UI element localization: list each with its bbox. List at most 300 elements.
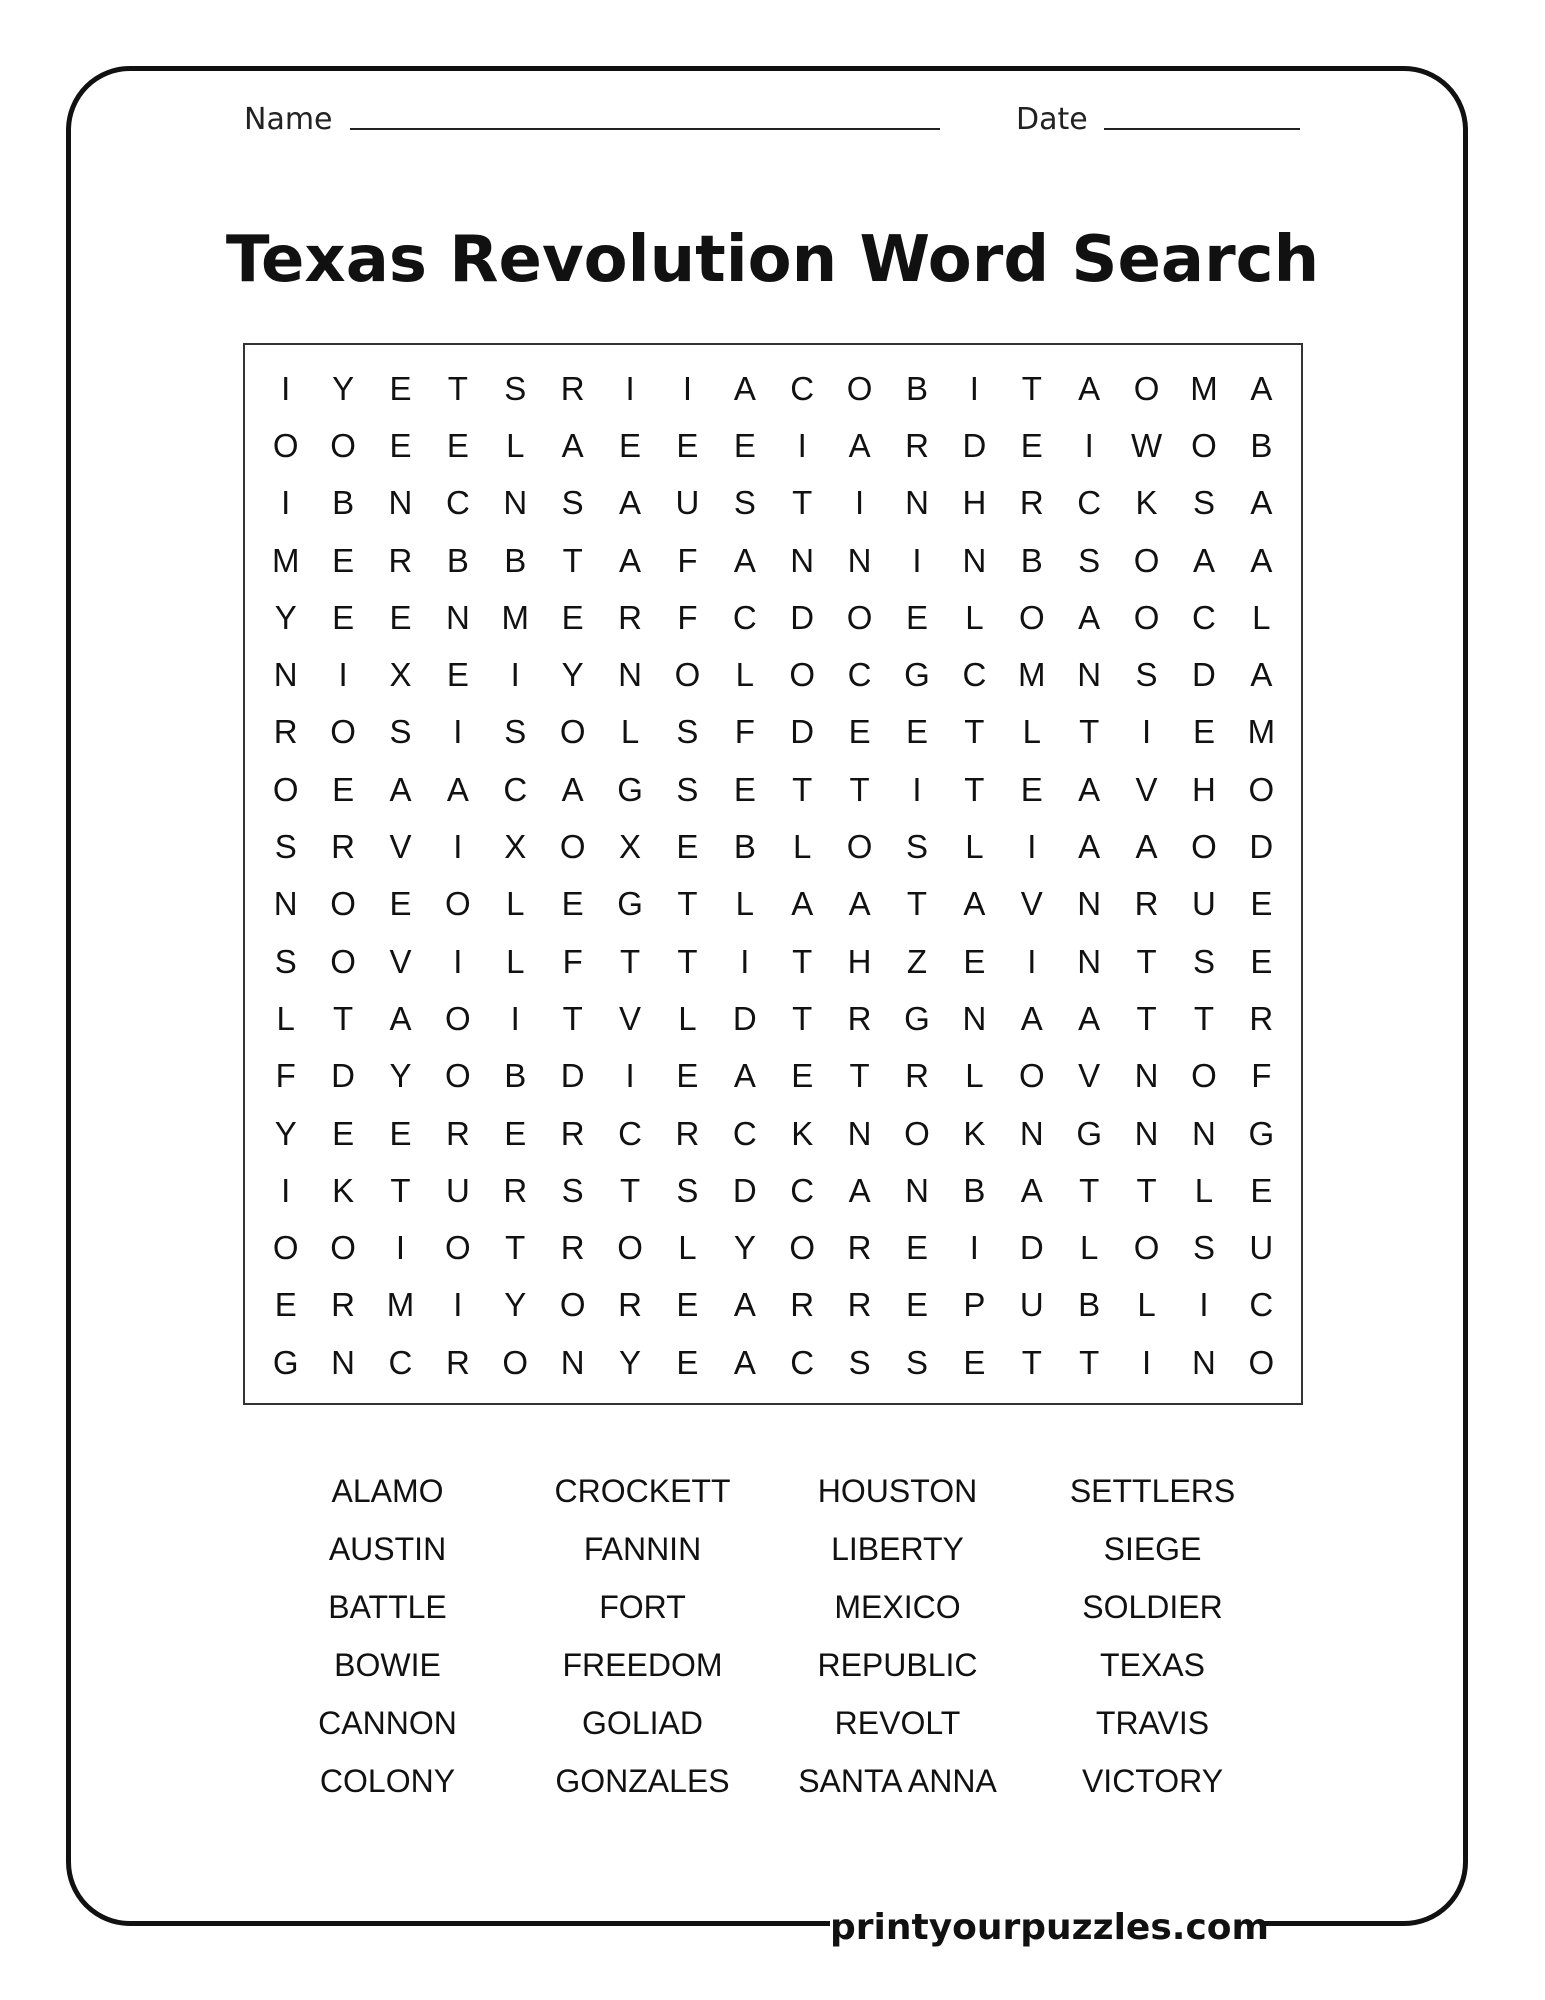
grid-letter[interactable]: E	[446, 426, 469, 464]
grid-letter[interactable]: S	[905, 828, 928, 866]
grid-letter[interactable]: T	[1136, 999, 1157, 1037]
grid-letter[interactable]: L	[506, 426, 525, 464]
grid-letter[interactable]: O	[330, 1229, 356, 1267]
grid-letter[interactable]: B	[1020, 541, 1043, 579]
grid-letter[interactable]: T	[964, 770, 985, 808]
grid-letter[interactable]: E	[1250, 1171, 1273, 1209]
grid-letter[interactable]: L	[276, 999, 295, 1037]
grid-letter[interactable]: V	[619, 999, 642, 1037]
grid-letter[interactable]: N	[847, 1114, 872, 1152]
grid-letter[interactable]: A	[733, 541, 756, 579]
grid-letter[interactable]: O	[330, 885, 356, 923]
grid-letter[interactable]: E	[332, 598, 355, 636]
grid-letter[interactable]: N	[1077, 885, 1102, 923]
grid-letter[interactable]: A	[733, 1343, 756, 1381]
grid-letter[interactable]: S	[676, 1171, 699, 1209]
grid-letter[interactable]: O	[846, 598, 873, 636]
grid-letter[interactable]: S	[1192, 1229, 1215, 1267]
grid-letter[interactable]: V	[1020, 885, 1043, 923]
grid-letter[interactable]: O	[1133, 369, 1160, 407]
grid-letter[interactable]: M	[1190, 369, 1218, 407]
grid-letter[interactable]: H	[962, 484, 987, 522]
grid-letter[interactable]: Y	[274, 1114, 297, 1152]
grid-letter[interactable]: O	[445, 1057, 471, 1095]
grid-letter[interactable]: T	[677, 942, 698, 980]
grid-letter[interactable]: R	[388, 541, 413, 579]
grid-letter[interactable]: I	[1141, 1343, 1152, 1381]
grid-letter[interactable]: O	[1133, 1229, 1160, 1267]
grid-letter[interactable]: A	[733, 369, 756, 407]
grid-letter[interactable]: R	[503, 1171, 528, 1209]
grid-letter[interactable]: F	[677, 541, 698, 579]
grid-letter[interactable]: S	[1135, 656, 1158, 694]
grid-letter[interactable]: E	[676, 828, 699, 866]
grid-letter[interactable]: I	[453, 942, 463, 980]
grid-letter[interactable]: E	[676, 1343, 699, 1381]
grid-letter[interactable]: K	[332, 1171, 355, 1209]
grid-letter[interactable]: N	[331, 1343, 355, 1381]
grid-letter[interactable]: A	[1192, 541, 1215, 579]
grid-letter[interactable]: G	[1248, 1114, 1275, 1152]
grid-letter[interactable]: W	[1130, 426, 1163, 464]
grid-letter[interactable]: S	[274, 942, 297, 980]
grid-letter[interactable]: T	[619, 942, 641, 980]
grid-letter[interactable]: A	[1078, 598, 1101, 636]
grid-letter[interactable]: A	[848, 1171, 871, 1209]
grid-letter[interactable]: C	[388, 1343, 413, 1381]
grid-letter[interactable]: R	[847, 1229, 872, 1267]
grid-letter[interactable]: X	[504, 828, 527, 866]
grid-letter[interactable]: D	[1019, 1229, 1044, 1267]
grid-letter[interactable]: X	[619, 828, 642, 866]
grid-letter[interactable]: S	[1192, 942, 1215, 980]
grid-letter[interactable]: T	[1079, 1171, 1100, 1209]
grid-letter[interactable]: E	[905, 1229, 928, 1267]
grid-letter[interactable]: S	[274, 828, 297, 866]
grid-letter[interactable]: I	[1199, 1286, 1209, 1324]
grid-letter[interactable]: T	[390, 1171, 411, 1209]
grid-letter[interactable]: R	[560, 1229, 585, 1267]
grid-letter[interactable]: L	[1079, 1229, 1099, 1267]
grid-letter[interactable]: G	[272, 1343, 299, 1381]
grid-letter[interactable]: U	[675, 484, 700, 522]
grid-letter[interactable]: A	[1020, 999, 1043, 1037]
grid-letter[interactable]: B	[504, 1057, 527, 1095]
grid-letter[interactable]: E	[733, 426, 756, 464]
grid-letter[interactable]: B	[504, 541, 527, 579]
grid-letter[interactable]: S	[676, 770, 699, 808]
grid-letter[interactable]: C	[732, 598, 757, 636]
grid-letter[interactable]: N	[388, 484, 413, 522]
grid-letter[interactable]: C	[1077, 484, 1102, 522]
grid-letter[interactable]: L	[793, 828, 812, 866]
grid-letter[interactable]: S	[389, 713, 412, 751]
grid-letter[interactable]: Y	[274, 598, 297, 636]
grid-letter[interactable]: N	[1134, 1057, 1159, 1095]
grid-letter[interactable]: R	[790, 1286, 815, 1324]
grid-letter[interactable]: O	[330, 942, 356, 980]
grid-letter[interactable]: G	[904, 999, 930, 1037]
grid-letter[interactable]: M	[271, 541, 300, 579]
grid-letter[interactable]: S	[561, 484, 584, 522]
grid-letter[interactable]: I	[453, 1286, 463, 1324]
grid-letter[interactable]: L	[620, 713, 640, 751]
grid-letter[interactable]: O	[559, 1286, 586, 1324]
grid-letter[interactable]: O	[846, 369, 873, 407]
grid-letter[interactable]: L	[965, 598, 984, 636]
grid-letter[interactable]: F	[1251, 1057, 1272, 1095]
date-field-line[interactable]	[1104, 128, 1300, 130]
grid-letter[interactable]: L	[1252, 598, 1271, 636]
grid-letter[interactable]: N	[618, 656, 642, 694]
grid-letter[interactable]: O	[904, 1114, 930, 1152]
grid-letter[interactable]: T	[447, 369, 468, 407]
grid-letter[interactable]: A	[963, 885, 986, 923]
grid-letter[interactable]: O	[1018, 1057, 1045, 1095]
grid-letter[interactable]: A	[561, 426, 584, 464]
grid-letter[interactable]: O	[789, 1229, 816, 1267]
grid-letter[interactable]: U	[1192, 885, 1216, 923]
grid-letter[interactable]: V	[1078, 1057, 1101, 1095]
grid-letter[interactable]: I	[969, 1229, 979, 1267]
grid-letter[interactable]: E	[905, 1286, 928, 1324]
grid-letter[interactable]: N	[445, 598, 470, 636]
grid-letter[interactable]: D	[1192, 656, 1216, 694]
grid-letter[interactable]: D	[790, 598, 815, 636]
grid-letter[interactable]: N	[1134, 1114, 1159, 1152]
grid-letter[interactable]: O	[502, 1343, 529, 1381]
grid-letter[interactable]: N	[273, 656, 298, 694]
grid-letter[interactable]: T	[849, 1057, 870, 1095]
grid-letter[interactable]: N	[962, 999, 987, 1037]
grid-letter[interactable]: E	[791, 1057, 814, 1095]
grid-letter[interactable]: M	[1018, 656, 1046, 694]
grid-letter[interactable]: A	[1250, 656, 1273, 694]
grid-letter[interactable]: E	[733, 770, 756, 808]
grid-letter[interactable]: V	[389, 828, 412, 866]
grid-letter[interactable]: I	[912, 770, 922, 808]
grid-letter[interactable]: N	[560, 1343, 585, 1381]
grid-letter[interactable]: N	[790, 541, 815, 579]
grid-letter[interactable]: D	[790, 713, 815, 751]
grid-letter[interactable]: I	[797, 426, 807, 464]
grid-letter[interactable]: R	[905, 426, 929, 464]
grid-letter[interactable]: T	[562, 541, 583, 579]
grid-letter[interactable]: T	[964, 713, 985, 751]
grid-letter[interactable]: I	[912, 541, 922, 579]
grid-letter[interactable]: T	[1021, 1343, 1042, 1381]
grid-letter[interactable]: A	[848, 885, 871, 923]
grid-letter[interactable]: B	[963, 1171, 986, 1209]
grid-letter[interactable]: E	[1020, 770, 1043, 808]
grid-letter[interactable]: E	[389, 598, 412, 636]
grid-letter[interactable]: E	[676, 426, 699, 464]
grid-letter[interactable]: R	[618, 1286, 642, 1324]
grid-letter[interactable]: A	[1078, 369, 1101, 407]
grid-letter[interactable]: R	[331, 828, 355, 866]
grid-letter[interactable]: L	[965, 1057, 984, 1095]
grid-letter[interactable]: A	[1020, 1171, 1043, 1209]
grid-letter[interactable]: V	[389, 942, 412, 980]
grid-letter[interactable]: R	[331, 1286, 355, 1324]
grid-letter[interactable]: A	[446, 770, 469, 808]
grid-letter[interactable]: Y	[332, 369, 355, 407]
grid-letter[interactable]: A	[1078, 999, 1101, 1037]
grid-letter[interactable]: I	[453, 713, 463, 751]
grid-letter[interactable]: R	[560, 369, 585, 407]
grid-letter[interactable]: O	[445, 885, 471, 923]
grid-letter[interactable]: N	[1077, 942, 1102, 980]
grid-letter[interactable]: L	[735, 885, 754, 923]
grid-letter[interactable]: E	[274, 1286, 297, 1324]
grid-letter[interactable]: O	[1248, 770, 1275, 808]
grid-letter[interactable]: N	[503, 484, 528, 522]
grid-letter[interactable]: E	[389, 1114, 412, 1152]
grid-letter[interactable]: I	[625, 1057, 635, 1095]
grid-letter[interactable]: O	[1191, 828, 1217, 866]
grid-letter[interactable]: R	[1249, 999, 1274, 1037]
grid-letter[interactable]: I	[625, 369, 635, 407]
grid-letter[interactable]: B	[1078, 1286, 1101, 1324]
footer-site-link[interactable]: printyourpuzzles.com	[830, 1907, 1270, 1948]
grid-letter[interactable]: L	[678, 1229, 697, 1267]
grid-letter[interactable]: D	[1249, 828, 1274, 866]
grid-letter[interactable]: F	[275, 1057, 296, 1095]
grid-letter[interactable]: T	[1136, 1171, 1157, 1209]
grid-letter[interactable]: D	[732, 999, 757, 1037]
grid-letter[interactable]: Y	[389, 1057, 412, 1095]
grid-letter[interactable]: S	[733, 484, 756, 522]
grid-letter[interactable]: C	[732, 1114, 757, 1152]
grid-letter[interactable]: Y	[504, 1286, 527, 1324]
grid-letter[interactable]: O	[1248, 1343, 1275, 1381]
grid-letter[interactable]: S	[504, 713, 527, 751]
grid-letter[interactable]: T	[792, 942, 813, 980]
grid-letter[interactable]: C	[618, 1114, 642, 1152]
grid-letter[interactable]: N	[1077, 656, 1102, 694]
grid-letter[interactable]: P	[963, 1286, 986, 1324]
grid-letter[interactable]: L	[735, 656, 754, 694]
grid-letter[interactable]: S	[504, 369, 527, 407]
grid-letter[interactable]: A	[389, 999, 412, 1037]
grid-letter[interactable]: A	[1250, 369, 1273, 407]
grid-letter[interactable]: O	[1191, 1057, 1217, 1095]
grid-letter[interactable]: T	[1079, 1343, 1100, 1381]
grid-letter[interactable]: G	[1076, 1114, 1102, 1152]
grid-letter[interactable]: O	[272, 770, 299, 808]
grid-letter[interactable]: L	[1194, 1171, 1214, 1209]
grid-letter[interactable]: R	[1134, 885, 1159, 923]
grid-letter[interactable]: A	[1078, 828, 1101, 866]
grid-letter[interactable]: Y	[561, 656, 584, 694]
grid-letter[interactable]: A	[1250, 541, 1273, 579]
grid-letter[interactable]: R	[847, 1286, 872, 1324]
grid-letter[interactable]: E	[1250, 942, 1273, 980]
grid-letter[interactable]: E	[332, 1114, 355, 1152]
grid-letter[interactable]: E	[446, 656, 469, 694]
grid-letter[interactable]: T	[677, 885, 698, 923]
grid-letter[interactable]: N	[905, 1171, 929, 1209]
grid-letter[interactable]: I	[740, 942, 750, 980]
grid-letter[interactable]: N	[962, 541, 987, 579]
grid-letter[interactable]: A	[619, 484, 642, 522]
grid-letter[interactable]: O	[846, 828, 873, 866]
grid-letter[interactable]: E	[963, 942, 986, 980]
grid-letter[interactable]: U	[445, 1171, 470, 1209]
grid-letter[interactable]: R	[675, 1114, 700, 1152]
grid-letter[interactable]: O	[1018, 598, 1045, 636]
grid-letter[interactable]: A	[389, 770, 412, 808]
grid-letter[interactable]: D	[962, 426, 987, 464]
grid-letter[interactable]: I	[1027, 828, 1037, 866]
grid-letter[interactable]: K	[1135, 484, 1158, 522]
grid-letter[interactable]: O	[1133, 541, 1160, 579]
grid-letter[interactable]: E	[1192, 713, 1215, 751]
grid-letter[interactable]: N	[905, 484, 929, 522]
grid-letter[interactable]: N	[273, 885, 298, 923]
grid-letter[interactable]: E	[389, 426, 412, 464]
grid-letter[interactable]: R	[273, 713, 298, 751]
grid-letter[interactable]: I	[969, 369, 979, 407]
grid-letter[interactable]: Y	[733, 1229, 756, 1267]
grid-letter[interactable]: E	[332, 770, 355, 808]
name-field-line[interactable]	[350, 128, 940, 130]
grid-letter[interactable]: D	[732, 1171, 757, 1209]
grid-letter[interactable]: O	[559, 713, 586, 751]
grid-letter[interactable]: R	[560, 1114, 585, 1152]
grid-letter[interactable]: D	[560, 1057, 585, 1095]
grid-letter[interactable]: E	[1020, 426, 1043, 464]
grid-letter[interactable]: N	[1192, 1114, 1216, 1152]
grid-letter[interactable]: C	[503, 770, 528, 808]
grid-letter[interactable]: T	[792, 999, 813, 1037]
grid-letter[interactable]: Y	[619, 1343, 642, 1381]
grid-letter[interactable]: T	[1136, 942, 1157, 980]
grid-letter[interactable]: F	[562, 942, 583, 980]
grid-letter[interactable]: A	[619, 541, 642, 579]
grid-letter[interactable]: I	[453, 828, 463, 866]
grid-letter[interactable]: C	[790, 1171, 815, 1209]
grid-letter[interactable]: C	[962, 656, 987, 694]
grid-letter[interactable]: Z	[906, 942, 928, 980]
grid-letter[interactable]: R	[905, 1057, 929, 1095]
grid-letter[interactable]: O	[272, 426, 299, 464]
grid-letter[interactable]: E	[389, 369, 412, 407]
grid-letter[interactable]: O	[789, 656, 816, 694]
grid-letter[interactable]: F	[677, 598, 698, 636]
grid-letter[interactable]: H	[847, 942, 872, 980]
grid-letter[interactable]: R	[847, 999, 872, 1037]
grid-letter[interactable]: A	[1135, 828, 1158, 866]
grid-letter[interactable]: I	[1141, 713, 1152, 751]
grid-letter[interactable]: O	[330, 426, 356, 464]
grid-letter[interactable]: D	[331, 1057, 355, 1095]
grid-letter[interactable]: T	[1079, 713, 1100, 751]
grid-letter[interactable]: I	[682, 369, 693, 407]
grid-letter[interactable]: E	[561, 885, 584, 923]
grid-letter[interactable]: L	[1022, 713, 1041, 751]
grid-letter[interactable]: M	[386, 1286, 415, 1324]
grid-letter[interactable]: E	[561, 598, 584, 636]
grid-letter[interactable]: E	[905, 713, 928, 751]
grid-letter[interactable]: L	[678, 999, 697, 1037]
grid-letter[interactable]: G	[617, 885, 643, 923]
grid-letter[interactable]: A	[561, 770, 584, 808]
grid-letter[interactable]: L	[965, 828, 984, 866]
grid-letter[interactable]: R	[445, 1343, 470, 1381]
grid-letter[interactable]: C	[445, 484, 470, 522]
grid-letter[interactable]: B	[733, 828, 756, 866]
grid-letter[interactable]: E	[905, 598, 928, 636]
grid-letter[interactable]: E	[619, 426, 642, 464]
grid-letter[interactable]: I	[855, 484, 865, 522]
grid-letter[interactable]: E	[676, 1286, 699, 1324]
grid-letter[interactable]: T	[849, 770, 870, 808]
grid-letter[interactable]: S	[1078, 541, 1101, 579]
grid-letter[interactable]: I	[281, 1171, 291, 1209]
grid-letter[interactable]: M	[501, 598, 529, 636]
grid-letter[interactable]: E	[848, 713, 871, 751]
grid-letter[interactable]: A	[733, 1286, 756, 1324]
grid-letter[interactable]: X	[389, 656, 412, 694]
grid-letter[interactable]: O	[559, 828, 586, 866]
grid-letter[interactable]: B	[905, 369, 928, 407]
grid-letter[interactable]: S	[1192, 484, 1215, 522]
grid-letter[interactable]: I	[395, 1229, 406, 1267]
grid-letter[interactable]: K	[791, 1114, 814, 1152]
grid-letter[interactable]: A	[1078, 770, 1101, 808]
grid-letter[interactable]: T	[1193, 999, 1215, 1037]
grid-letter[interactable]: O	[272, 1229, 299, 1267]
grid-letter[interactable]: I	[338, 656, 348, 694]
grid-letter[interactable]: T	[619, 1171, 641, 1209]
grid-letter[interactable]: E	[504, 1114, 527, 1152]
grid-letter[interactable]: T	[1021, 369, 1042, 407]
grid-letter[interactable]: G	[617, 770, 643, 808]
grid-letter[interactable]: B	[332, 484, 355, 522]
grid-letter[interactable]: U	[1249, 1229, 1274, 1267]
grid-letter[interactable]: I	[1027, 942, 1037, 980]
grid-letter[interactable]: T	[792, 770, 813, 808]
grid-letter[interactable]: N	[847, 541, 872, 579]
grid-letter[interactable]: O	[1133, 598, 1160, 636]
grid-letter[interactable]: O	[674, 656, 701, 694]
grid-letter[interactable]: A	[733, 1057, 756, 1095]
grid-letter[interactable]: I	[510, 656, 520, 694]
grid-letter[interactable]: L	[506, 885, 525, 923]
grid-letter[interactable]: I	[281, 369, 291, 407]
grid-letter[interactable]: M	[1247, 713, 1276, 751]
grid-letter[interactable]: O	[330, 713, 356, 751]
grid-letter[interactable]: S	[848, 1343, 871, 1381]
grid-letter[interactable]: A	[848, 426, 871, 464]
grid-letter[interactable]: T	[906, 885, 928, 923]
grid-letter[interactable]: H	[1192, 770, 1216, 808]
grid-letter[interactable]: V	[1135, 770, 1158, 808]
grid-letter[interactable]: O	[617, 1229, 643, 1267]
grid-letter[interactable]: F	[734, 713, 755, 751]
grid-letter[interactable]: I	[510, 999, 520, 1037]
grid-letter[interactable]: N	[1019, 1114, 1044, 1152]
grid-letter[interactable]: U	[1019, 1286, 1044, 1324]
grid-letter[interactable]: R	[445, 1114, 470, 1152]
grid-letter[interactable]: O	[1191, 426, 1217, 464]
grid-letter[interactable]: S	[561, 1171, 584, 1209]
grid-letter[interactable]: L	[506, 942, 525, 980]
grid-letter[interactable]: T	[562, 999, 583, 1037]
grid-letter[interactable]: A	[791, 885, 814, 923]
grid-letter[interactable]: A	[1250, 484, 1273, 522]
